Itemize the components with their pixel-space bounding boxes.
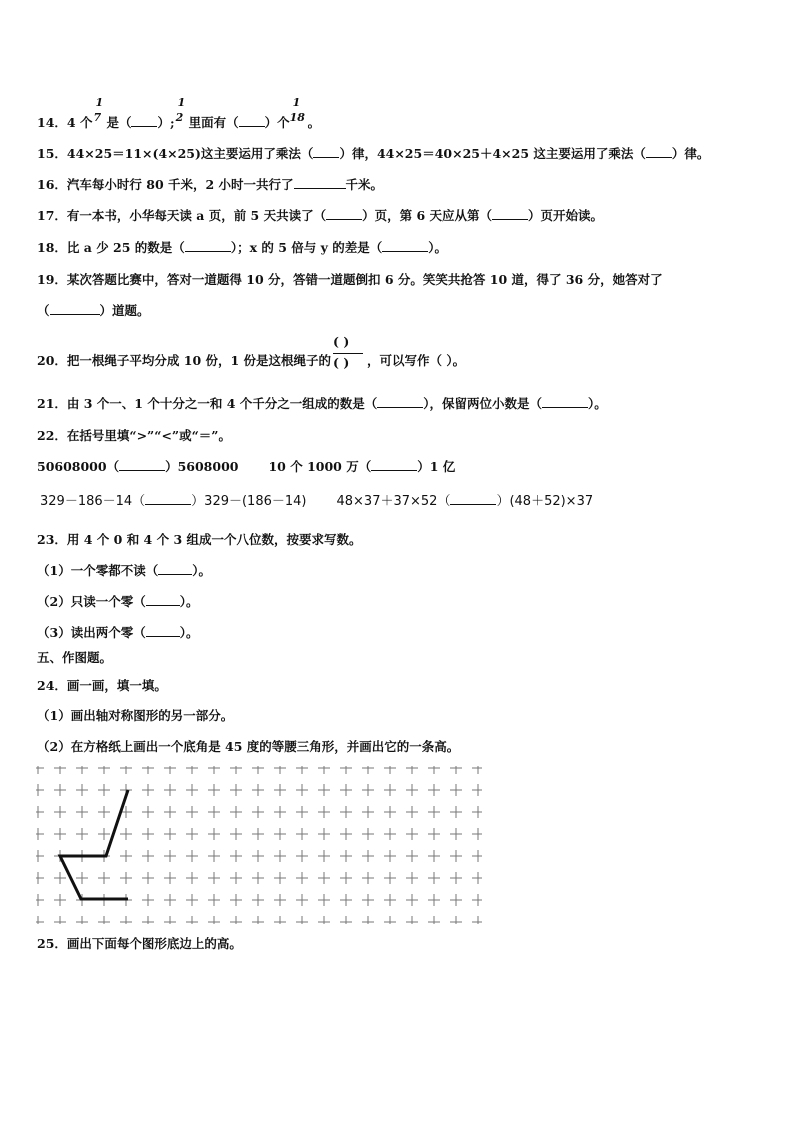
graph-paper-grid[interactable]: [36, 766, 482, 924]
answer-blank[interactable]: [542, 397, 588, 408]
answer-blank[interactable]: [377, 397, 423, 408]
answer-blank[interactable]: [158, 564, 192, 575]
question-16: 16．汽车每小时行 80 千米，2 小时一共行了 千米。: [37, 177, 384, 192]
half-figure: [60, 790, 128, 899]
answer-blank[interactable]: [450, 494, 496, 505]
answer-blank[interactable]: [326, 209, 362, 220]
answer-blank[interactable]: [313, 147, 339, 158]
question-24-part-2: （2）在方格纸上画出一个底角是 45 度的等腰三角形，并画出它的一条高。: [37, 739, 460, 754]
answer-blank[interactable]: [382, 241, 428, 252]
question-24: 24．画一画，填一填。: [37, 678, 167, 693]
fraction-1-2: 1 2: [175, 96, 186, 124]
answer-blank[interactable]: [492, 209, 528, 220]
answer-blank[interactable]: [145, 494, 191, 505]
answer-blank[interactable]: [239, 116, 265, 127]
answer-blank[interactable]: [131, 116, 157, 127]
question-23: 23．用 4 个 0 和 4 个 3 组成一个八位数，按要求写数。: [37, 532, 362, 547]
fraction-1-18: 1 18: [289, 96, 305, 124]
question-23-part-2: （2）只读一个零（ ）。: [37, 594, 199, 609]
question-18: 18．比 a 少 25 的数是（ ）；x 的 5 倍与 y 的差是（ ）。: [37, 240, 448, 255]
question-25: 25．画出下面每个图形底边上的高。: [37, 936, 242, 951]
answer-blank[interactable]: [646, 147, 672, 158]
question-17: 17．有一本书，小华每天读 a 页，前 5 天共读了（ ）页，第 6 天应从第（ ）页开始读。: [37, 208, 604, 223]
question-19-cont: （ ）道题。: [37, 303, 150, 318]
answer-blank[interactable]: [50, 304, 100, 315]
answer-blank[interactable]: [119, 460, 165, 471]
fraction-1-7: 1 7: [93, 96, 104, 124]
answer-blank[interactable]: [185, 241, 231, 252]
question-22-row-2: 329－186－14（ ）329－(186－14) 48×37＋37×52（ ）(48＋52)×37: [40, 494, 594, 509]
question-19: 19．某次答题比赛中，答对一道题得 10 分，答错一道题倒扣 6 分。笑笑共抢答 10 道，得了 36 分，她答对了: [37, 272, 663, 287]
blank-fraction[interactable]: ( ) ( ): [331, 349, 367, 365]
section-heading: 五、作图题。: [37, 650, 113, 665]
question-24-part-1: （1）画出轴对称图形的另一部分。: [37, 708, 234, 723]
question-15: 15．44×25＝11×(4×25)这主要运用了乘法（ ）律，44×25＝40×25＋4×25 这主要运用了乘法（ ）律。: [37, 146, 710, 161]
question-23-part-3: （3）读出两个零（ ）。: [37, 625, 199, 640]
question-21: 21．由 3 个一、1 个十分之一和 4 个千分之一组成的数是（ ），保留两位小数是（ ）。: [37, 396, 607, 411]
answer-blank[interactable]: [371, 460, 417, 471]
question-22-row-1: 50608000（ ）5608000 10 个 1000 万（ ）1 亿: [37, 459, 456, 474]
answer-blank[interactable]: [146, 626, 180, 637]
question-14: 14．4 个 1 7 是（ ）; 1 2 里面有（ ）个 1 18 。: [37, 96, 321, 130]
answer-blank[interactable]: [146, 595, 180, 606]
question-22: 22．在括号里填“>”“<”或“＝”。: [37, 428, 231, 443]
question-20: 20．把一根绳子平均分成 10 份，1 份是这根绳子的 ( ) ( ) ，可以写作（ ）。: [37, 334, 466, 370]
question-23-part-1: （1）一个零都不读（ ）。: [37, 563, 211, 578]
answer-blank[interactable]: [294, 178, 346, 189]
